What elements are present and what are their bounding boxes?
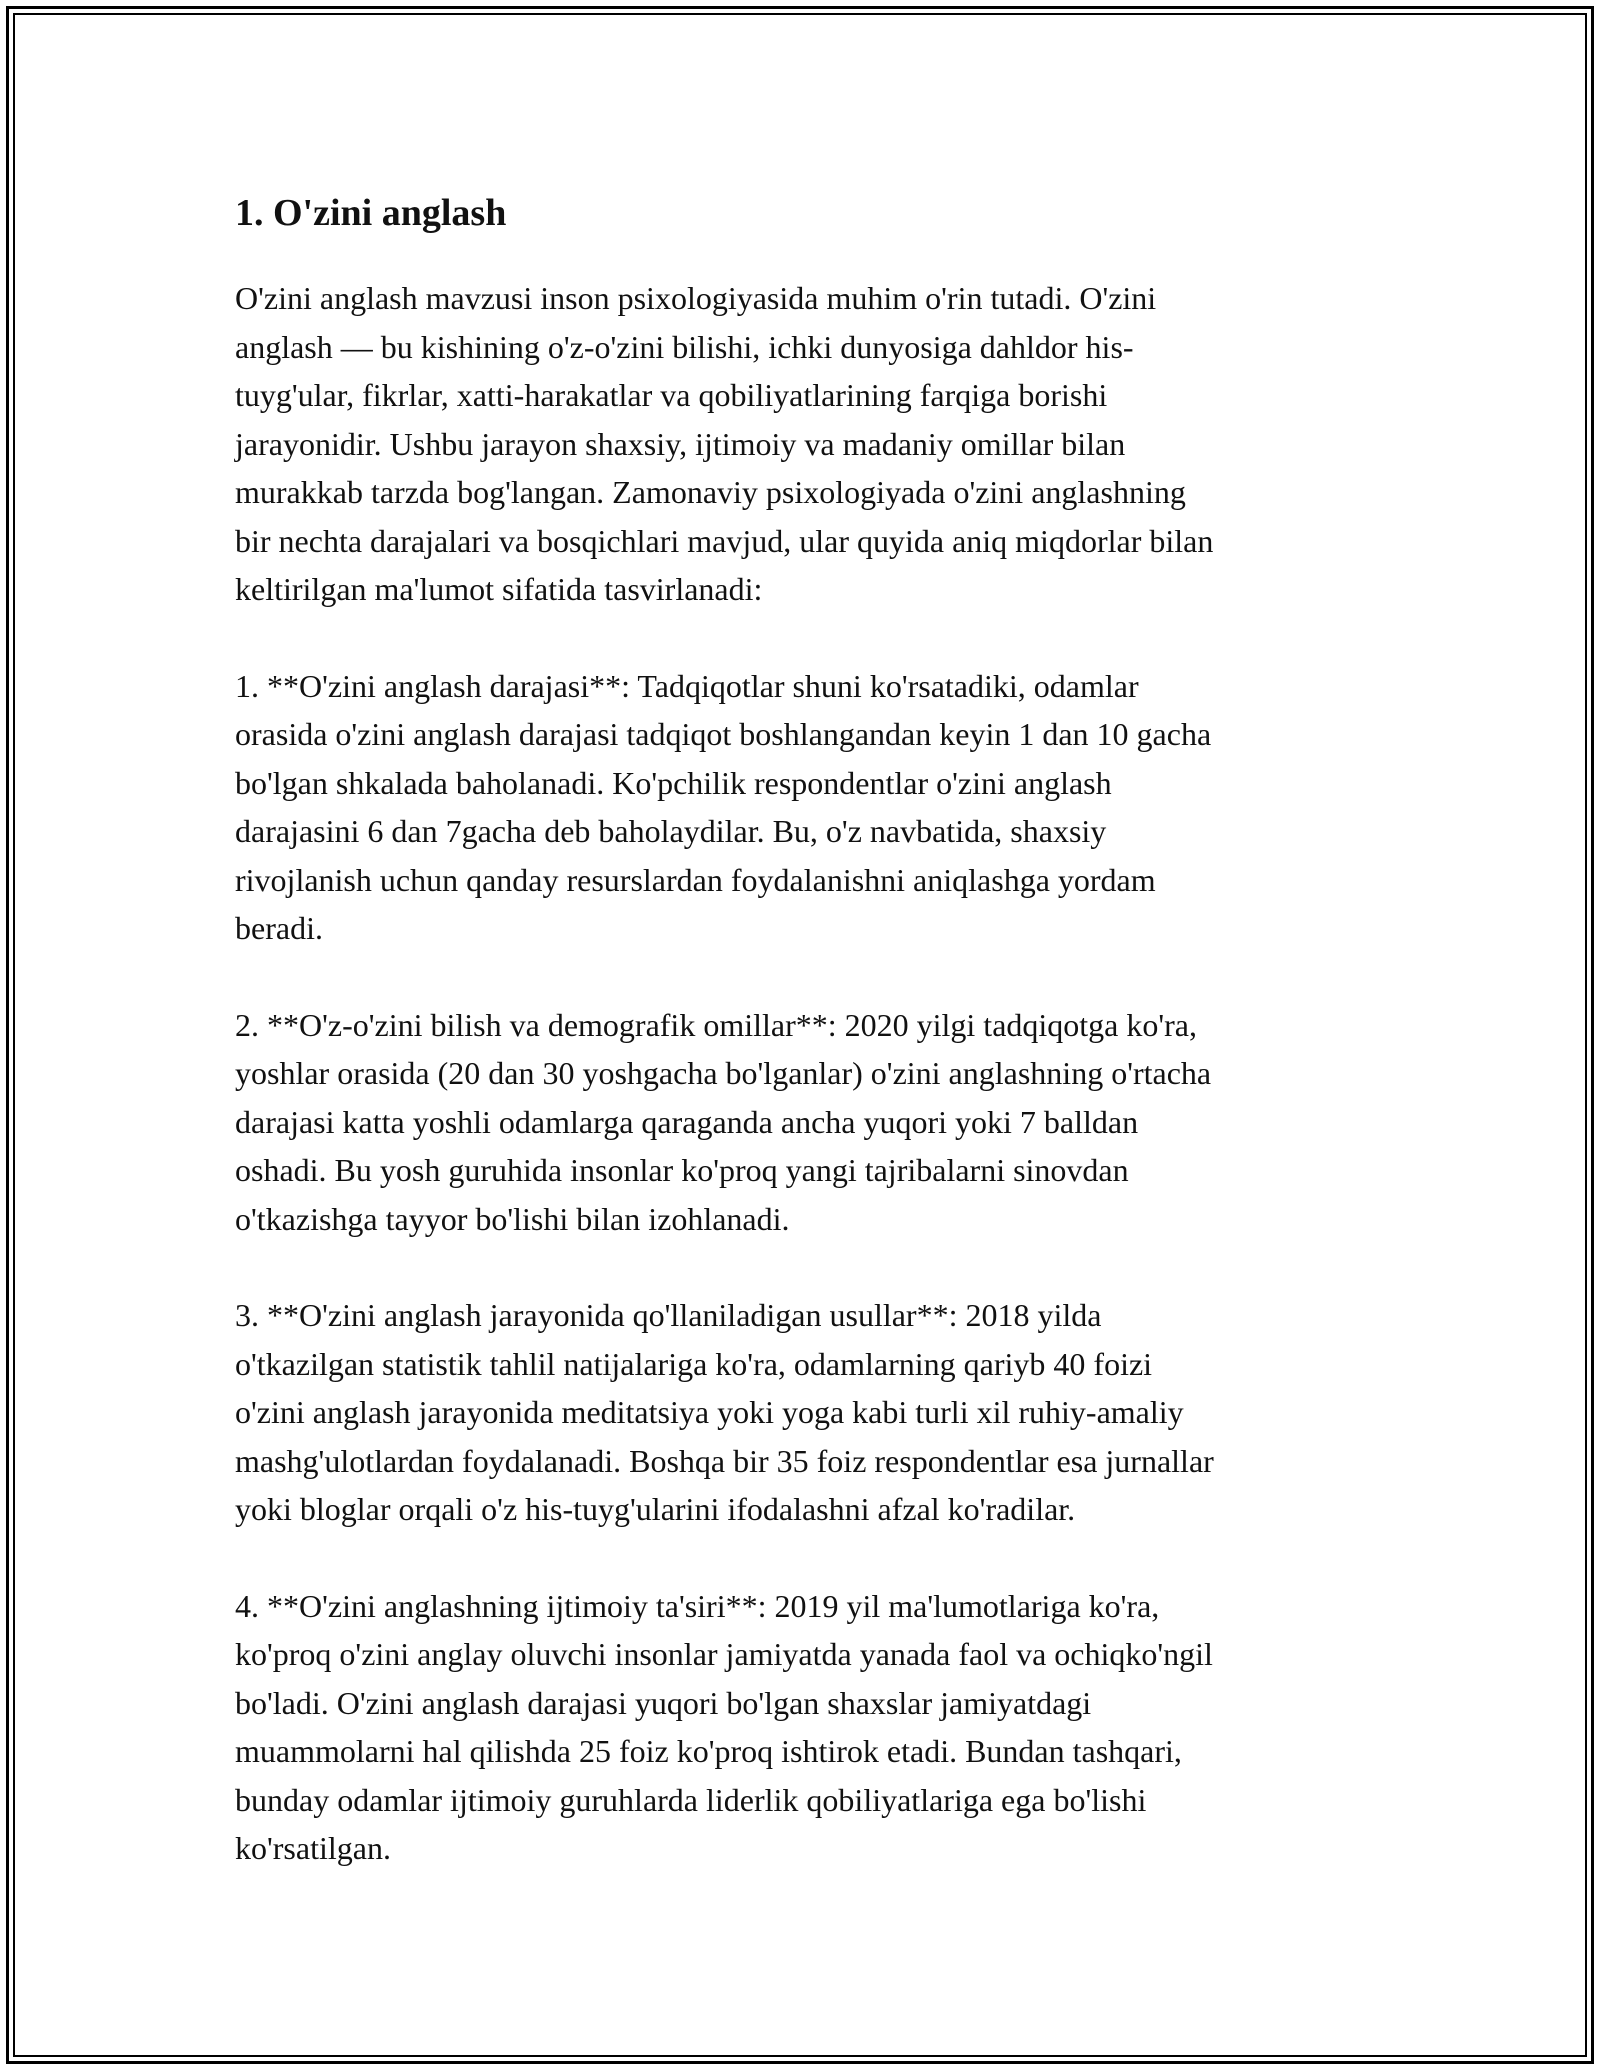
section-title: 1. O'zini anglash	[235, 192, 507, 234]
intro-paragraph: O'zini anglash mavzusi inson psixologiyasida muhim o'rin tutadi. O'zini anglash — bu kishining o'z-o'zini bilishi, ichki dunyosiga dahldor his- tuyg'ular, fikrlar, xatti-harakatlar va qobiliyatlarining farqiga borishi jarayonidir. Ushbu jarayon shaxsiy, ijtimoiy va madaniy omillar bilan murakkab tarzda bog'langan. Zamonaviy psixologiyada o'zini anglashning bir nechta darajalari va bosqichlari mavjud, ular quyida aniq miqdorlar bilan keltirilgan ma'lumot sifatida tasvirlanadi:	[235, 280, 1214, 607]
list-item-self-awareness-level: 1. **O'zini anglash darajasi**: Tadqiqotlar shuni ko'rsatadiki, odamlar orasida o'zini anglash darajasi tadqiqot boshlangandan keyin 1 dan 10 gacha bo'lgan shkalada baholanadi. Ko'pchilik respondentlar o'zini anglash darajasini 6 dan 7gacha deb baholaydilar. Bu, o'z navbatida, shaxsiy rivojlanish uchun qanday resurslardan foydalanishni aniqlashga yordam beradi.	[235, 667, 1212, 946]
list-item-social-impact: 4. **O'zini anglashning ijtimoiy ta'siri**: 2019 yil ma'lumotlariga ko'ra, ko'proq o'zini anglay oluvchi insonlar jamiyatda yanada faol va ochiqko'ngil bo'ladi. O'zini anglash darajasi yuqori bo'lgan shaxslar jamiyatdagi muammolarni hal qilishda 25 foiz ko'proq ishtirok etadi. Bundan tashqari, bunday odamlar ijtimoiy guruhlarda liderlik qobiliyatlariga ega bo'lishi ko'rsatilgan.	[235, 1587, 1213, 1866]
list-item-methods-used: 3. **O'zini anglash jarayonida qo'llaniladigan usullar**: 2018 yilda o'tkazilgan statistik tahlil natijalariga ko'ra, odamlarning qariyb 40 foizi o'zini anglash jarayonida meditatsiya yoki yoga kabi turli xil ruhiy-amaliy mashg'ulotlardan foydalanadi. Boshqa bir 35 foiz respondentlar esa jurnallar yoki bloglar orqali o'z his-tuyg'ularini ifodalashni afzal ko'radilar.	[235, 1297, 1214, 1527]
document-body	[235, 186, 1365, 1921]
list-item-demographic-factors: 2. **O'z-o'zini bilish va demografik omillar**: 2020 yilgi tadqiqotga ko'ra, yoshlar orasida (20 dan 30 yoshgacha bo'lganlar) o'zini anglashning o'rtacha darajasi katta yoshli odamlarga qaraganda ancha yuqori yoki 7 balldan oshadi. Bu yosh guruhida insonlar ko'proq yangi tajribalarni sinovdan o'tkazishga tayyor bo'lishi bilan izohlanadi.	[235, 1006, 1212, 1237]
